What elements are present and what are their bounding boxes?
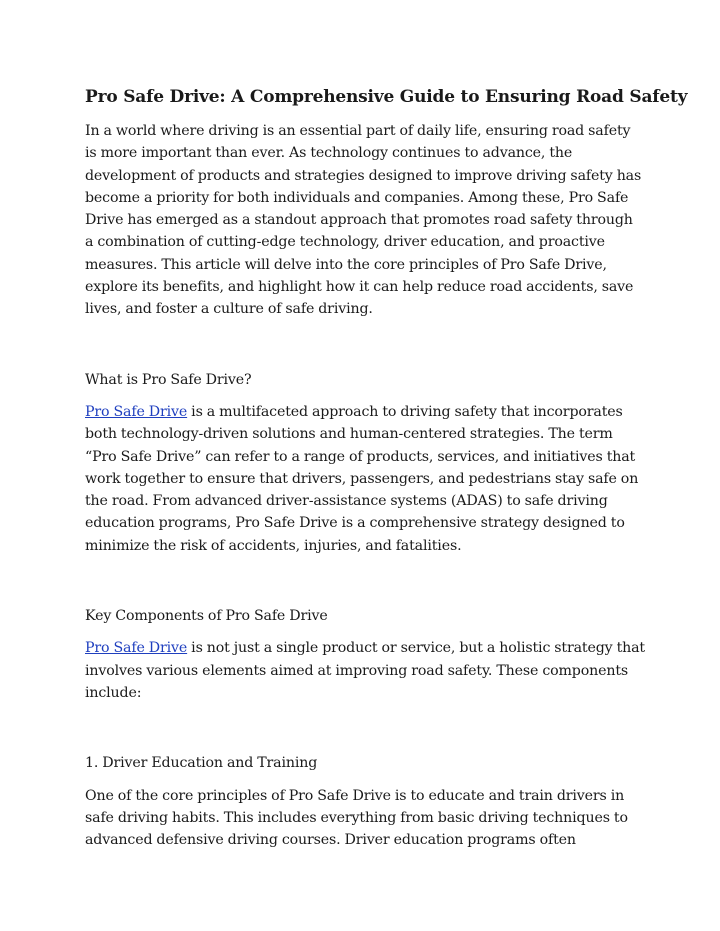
pro-safe-drive-link[interactable]: Pro Safe Drive (85, 640, 188, 657)
section-heading-key-components: Key Components of Pro Safe Drive (85, 608, 328, 625)
section-body-what-is (85, 401, 645, 557)
section-body-text: is not just a single product or service, but a holistic strategy that involves various elements aimed at improving road safety. These components include: (85, 640, 645, 701)
intro-paragraph: In a world where driving is an essential part of daily life, ensuring road safety is more important than ever. As technology continues to advance, the development of products and strategies designed to improve driving safety has become a priority for both individuals and companies. Among these, Pro Safe Drive has emerged as a standout approach that promotes road safety through a combination of cutting-edge technology, driver education, and proactive measures. This article will delve into the core principles of Pro Safe Drive, explore its benefits, and highlight how it can help reduce road accidents, save lives, and foster a culture of safe driving. (85, 123, 642, 318)
section-body-text: is a multifaceted approach to driving safety that incorporates both technology-driven solutions and human-centered strategies. The term “Pro Safe Drive” can refer to a range of products, services, and initiatives that work together to ensure that drivers, passengers, and pedestrians stay safe on the road. From advanced driver-assistance systems (ADAS) to safe driving education programs, Pro Safe Drive is a comprehensive strategy designed to minimize the risk of accidents, injuries, and fatalities. (85, 403, 639, 554)
section-heading-what-is: What is Pro Safe Drive? (85, 371, 252, 388)
section-body-driver-education: One of the core principles of Pro Safe Drive is to educate and train drivers in safe driving habits. This includes everything from basic driving techniques to advanced defensive driving courses. Driver education programs often (85, 787, 628, 849)
document-title: Pro Safe Drive: A Comprehensive Guide to Ensuring Road Safety (85, 87, 688, 107)
section-body-key-components (85, 637, 645, 704)
document-page (85, 84, 688, 851)
section-heading-driver-education: 1. Driver Education and Training (85, 755, 318, 772)
pro-safe-drive-link[interactable]: Pro Safe Drive (85, 403, 188, 420)
